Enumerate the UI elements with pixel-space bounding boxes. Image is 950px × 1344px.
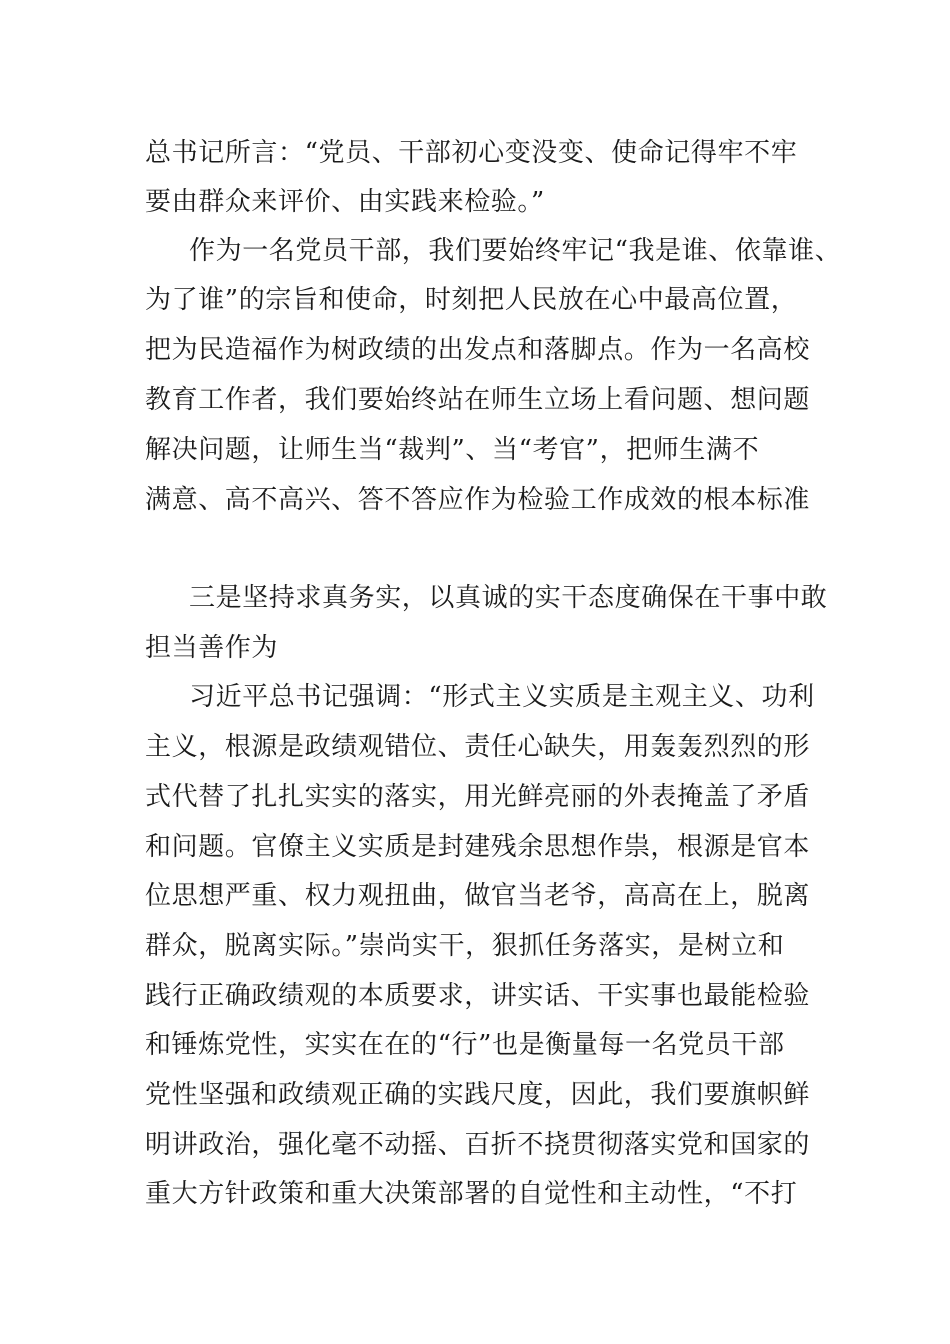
text-line: 三是坚持求真务实，以真诚的实干态度确保在干事中敢	[189, 583, 828, 613]
text-line: 位思想严重、权力观扭曲，做官当老爷，高高在上，脱离	[145, 881, 811, 911]
text-line: 为了谁”的宗旨和使命，时刻把人民放在心中最高位置，	[145, 285, 798, 315]
text-line: 和锤炼党性，实实在在的“行”也是衡量每一名党员干部	[145, 1030, 785, 1060]
text-line: 习近平总书记强调：“形式主义实质是主观主义、功利	[189, 682, 815, 712]
text-line: 担当善作为	[145, 633, 279, 663]
text-line: 满意、高不高兴、答不答应作为检验工作成效的根本标准	[145, 485, 811, 515]
text-line: 群众，脱离实际。”崇尚实干，狠抓任务落实，是树立和	[145, 931, 785, 961]
text-line: 解决问题，让师生当“裁判”、当“考官”，把师生满不	[145, 435, 760, 465]
text-line: 重大方针政策和重大决策部署的自觉性和主动性，“不打	[145, 1179, 798, 1209]
text-line: 要由群众来评价、由实践来检验。”	[145, 187, 545, 217]
text-line: 教育工作者，我们要始终站在师生立场上看问题、想问题	[145, 385, 811, 415]
text-line: 把为民造福作为树政绩的出发点和落脚点。作为一名高校	[145, 335, 811, 365]
text-line: 和问题。官僚主义实质是封建残余思想作祟，根源是官本	[145, 832, 811, 862]
text-line: 党性坚强和政绩观正确的实践尺度，因此，我们要旗帜鲜	[145, 1080, 811, 1110]
text-line: 式代替了扎扎实实的落实，用光鲜亮丽的外表掩盖了矛盾	[145, 782, 811, 812]
text-line: 作为一名党员干部，我们要始终牢记“我是谁、依靠谁、	[189, 236, 842, 266]
text-line: 主义，根源是政绩观错位、责任心缺失，用轰轰烈烈的形	[145, 732, 811, 762]
text-line: 践行正确政绩观的本质要求，讲实话、干实事也最能检验	[145, 981, 811, 1011]
text-line: 明讲政治，强化毫不动摇、百折不挠贯彻落实党和国家的	[145, 1130, 811, 1160]
text-line: 总书记所言：“党员、干部初心变没变、使命记得牢不牢	[145, 138, 798, 168]
